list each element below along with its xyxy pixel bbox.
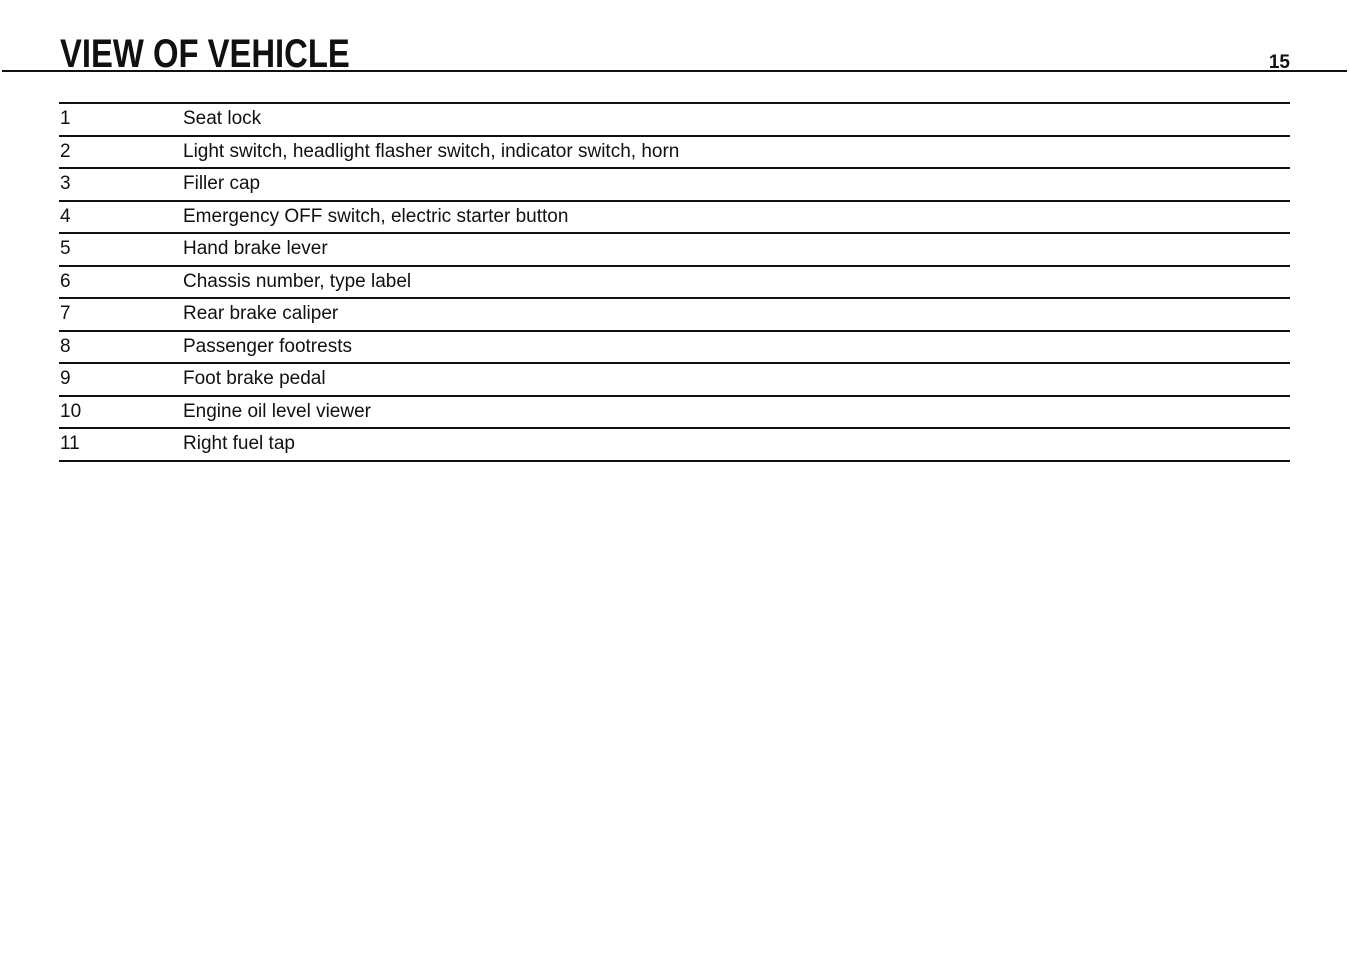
table-row <box>59 266 1290 299</box>
item-description: Seat lock <box>183 103 1290 136</box>
table-row <box>59 168 1290 201</box>
table-row <box>59 428 1290 461</box>
table-row <box>59 103 1290 136</box>
item-number: 7 <box>59 298 183 331</box>
item-description: Filler cap <box>183 168 1290 201</box>
item-description: Engine oil level viewer <box>183 396 1290 429</box>
table-row <box>59 298 1290 331</box>
item-number: 5 <box>59 233 183 266</box>
item-description: Right fuel tap <box>183 428 1290 461</box>
table-row <box>59 201 1290 234</box>
item-number: 2 <box>59 136 183 169</box>
item-description: Emergency OFF switch, electric starter button <box>183 201 1290 234</box>
header-rule <box>2 70 1347 72</box>
legend-table <box>59 102 1290 462</box>
item-description: Passenger footrests <box>183 331 1290 364</box>
item-number: 10 <box>59 396 183 429</box>
item-description: Light switch, headlight flasher switch, indicator switch, horn <box>183 136 1290 169</box>
item-number: 11 <box>59 428 183 461</box>
item-number: 3 <box>59 168 183 201</box>
item-number: 8 <box>59 331 183 364</box>
item-number: 4 <box>59 201 183 234</box>
page-number: 15 <box>1268 52 1290 73</box>
item-description: Hand brake lever <box>183 233 1290 266</box>
page-header <box>0 0 1349 76</box>
table-row <box>59 331 1290 364</box>
table-row <box>59 136 1290 169</box>
item-number: 9 <box>59 363 183 396</box>
item-description: Chassis number, type label <box>183 266 1290 299</box>
page-title: VIEW OF VEHICLE <box>60 32 350 76</box>
table-row <box>59 396 1290 429</box>
item-description: Foot brake pedal <box>183 363 1290 396</box>
item-number: 1 <box>59 103 183 136</box>
item-number: 6 <box>59 266 183 299</box>
item-description: Rear brake caliper <box>183 298 1290 331</box>
table-row <box>59 363 1290 396</box>
table-row <box>59 233 1290 266</box>
